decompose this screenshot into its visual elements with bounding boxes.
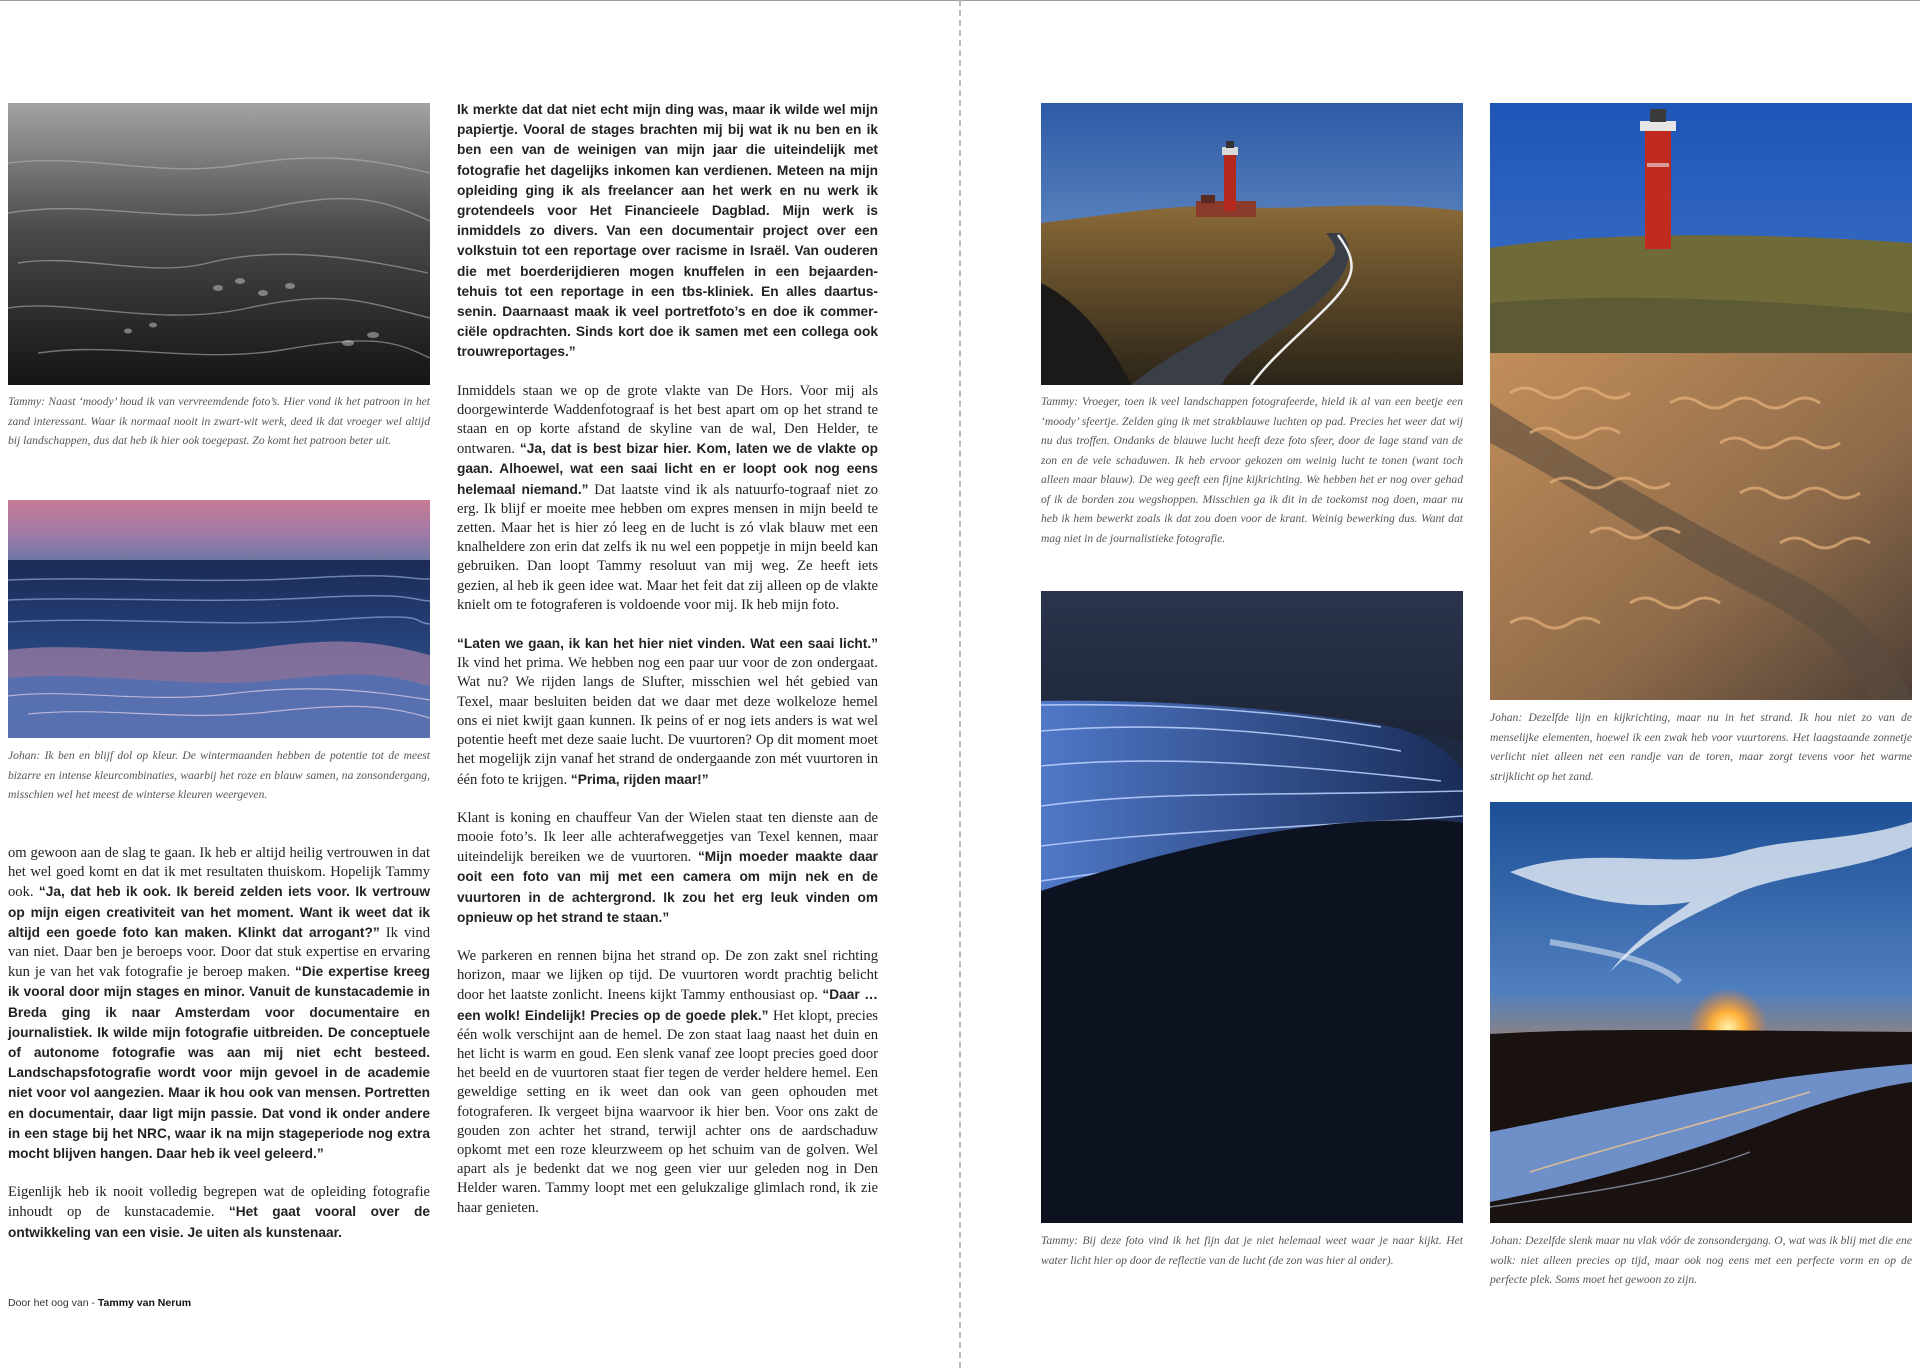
body-text: Klant is koning en chauffeur Van der Wielen staat ten dienste aan de mooie foto’s. Ik leer alle achterafweggetjes van Texel kennen, maar uiteindelijk bereiken we de vuurtoren.	[457, 809, 878, 866]
body-text: Ik vind van niet. Daar ben je beroeps voor. Door dat stuk expertise en ervaring kun je van het vak fotografie je beroep maken.	[8, 924, 430, 981]
body-text: Het klopt, precies één wolk verschijnt aan de hemel. De zon staat laag naast het duin en het licht is warm en goud. Een slenk vanaf zee loopt precies goed door het beeld en de vuurtoren staat fier tegen de verder heldere hemel. Een geweldige setting en ik weet dan ook van geen ophouden met fotograferen. Ik vergeet bijna waarvoor ik hier ben. Voor ons zakt de gouden zon achter het strand, terwijl achter ons de aardschaduw opkomt met een roze kleurzweem op het schuim van de golven. Wel apart als je bedenkt dat we nog geen vier uur geleden nog in Den Helder waren. Tammy loopt met een gelukzalige glimlach rond, ik zie haar genieten.	[457, 1007, 878, 1216]
photo-sunset-slenk	[1490, 802, 1912, 1223]
caption-winter-sea: Johan: Ik ben en blijf dol op kleur. De wintermaanden hebben de potentie tot de meest bizarre en intense kleurcombinaties, waarbij het roze en blauw samen, na zonsondergang, misschien wel het meest de winterse kleuren weergeven.	[8, 749, 430, 801]
paragraph	[457, 634, 878, 790]
quote-text: “Ja, dat is best bizar hier. Kom, laten we de vlakte op gaan. Alhoewel, wat een saai licht en er loopt ook nog eens helemaal niemand.”	[457, 441, 878, 497]
paragraph	[457, 100, 878, 363]
photo-credit	[8, 1297, 191, 1309]
paragraph	[8, 844, 430, 1164]
photo-lighthouse-road	[1041, 103, 1463, 385]
body-text: We parkeren en rennen bijna het strand op. De zon zakt snel richting horizon, maar we lijken op tijd. De vuurtoren wordt prachtig belicht door het laatste zonlicht. Ineens kijkt Tammy enthousiast op.	[457, 947, 878, 1004]
caption-lighthouse-beach: Johan: Dezelfde lijn en kijkrichting, maar nu in het strand. Ik hou niet zo van de menselijke elementen, hoewel ik een zwak heb voor vuurtorens. Het laagstaande zonnetje verlicht niet alleen net een randje van de toren, maar zorgt tevens voor het warme strijklicht op het zand.	[1490, 711, 1912, 783]
quote-text: “Daar … een wolk! Eindelijk! Precies op de goede plek.”	[457, 987, 878, 1023]
quote-text: “Die expertise kreeg ik vooral door mijn stages en minor. Vanuit de kunstacademie in Breda ging ik naar Amsterdam voor documentaire en journalistiek. Ik wilde mijn fotografie uitbreiden. De conceptuele of autonome fotografie was aan mij niet echt besteed. Landschapsfotografie wordt voor mijn gevoel in de academie niet voor vol aangezien. Maar ik hou ook van mensen. Portretten en documentair, daar ligt mijn passie. Dat vond ik onder andere in een stage bij het NRC, waar ik na mijn stageperiode nog extra mocht blijven hangen. Daar heb ik veel geleerd.”	[8, 964, 430, 1162]
quote-text: Ik merkte dat dat niet echt mijn ding was, maar ik wilde wel mijn papiertje. Vooral de stages brachten mij bij wat ik nu ben en ik ben een van de weinigen van mijn jaar die uiteindelijk met fotografie het dagelijks inkomen kan verdienen. Meteen na mijn opleiding ging ik als freelancer aan het werk en nu werk ik grotendeels voor Het Financieele Dagblad. Mijn werk is inmiddels zo divers. Van een documentair project over een volkstuin tot een reportage over racisme in Israël. Van ouderen die met boerderijdieren mogen knuffelen in een bejaarden-tehuis tot een reportage in een tbs-kliniek. En alles daartus-senin. Daarnaast maak ik veel portretfoto’s en doe ik commer-ciële opdrachten. Sinds kort doe ik samen met een collega ook trouwreportages.”	[457, 102, 878, 360]
photo-sand-pattern-bw	[8, 103, 430, 385]
body-text: om gewoon aan de slag te gaan. Ik heb er altijd heilig vertrouwen in dat het wel goed komt en dat ik met resultaten thuiskom. Hopelijk Tammy ook.	[8, 845, 430, 901]
photo-dark-water-blue	[1041, 591, 1463, 1223]
page-fold-divider	[959, 0, 961, 1368]
text-column-2	[457, 100, 878, 1218]
quote-text: “Ja, dat heb ik ook. Ik bereid zelden iets voor. Ik vertrouw op mijn eigen creativiteit van het moment. Want ik weet dat ik altijd een goede foto kan maken. Klinkt dat arrogant?”	[8, 884, 431, 940]
paragraph	[457, 947, 878, 1218]
quote-text: “Laten we gaan, ik kan het hier niet vinden. Wat een saai licht.”	[457, 636, 878, 652]
text-column-1	[8, 844, 430, 1243]
paragraph	[457, 382, 878, 615]
quote-text: “Prima, rijden maar!”	[570, 771, 709, 787]
credit-prefix: Door het oog van -	[8, 1297, 98, 1309]
caption-sunset-slenk: Johan: Dezelfde slenk maar nu vlak vóór de zonsondergang. O, wat was ik blij met die ene wolk: niet alleen precies op tijd, maar ook nog eens met een perfecte vorm en op de perfecte plek. Soms moet het gewoon zo zijn.	[1490, 1234, 1912, 1286]
caption-sand-pattern: Tammy: Naast ‘moody’ houd ik van vervreemdende foto’s. Hier vond ik het patroon in het zand interessant. Waar ik normaal nooit in zwart-wit werk, deed ik dat vroeger wel altijd bij landschappen, dus dat heb ik hier ook toegepast. Zo komt het patroon beter uit.	[8, 395, 430, 447]
paragraph	[8, 1183, 430, 1243]
caption-lighthouse-road: Tammy: Vroeger, toen ik veel landschappen fotografeerde, hield ik al van een beetje een ‘moody’ sfeertje. Zelden ging ik met strakblauwe luchten op pad. Precies het weer dat wij nu dus troffen. Ondanks de blauwe lucht heeft deze foto sfeer, door de lage stand van de zon en de vele schaduwen. Ik heb ervoor gekozen om weinig lucht te tonen (want toch alleen maar blauw). De weg geeft een fijne kijkrichting. We hebben het er nog over gehad of ik de borden zou wegshoppen. Misschien ga ik dit in de toekomst nog doen, maar nu heb ik hem bewerkt zoals ik dat zou doen voor de krant. Weinig bewerking dus. Want dat mag niet in de journalistieke fotografie.	[1041, 395, 1463, 545]
photo-winter-sea-pink-blue	[8, 500, 430, 738]
body-text: Inmiddels staan we op de grote vlakte van De Hors. Voor mij als doorgewinterde Waddenfotograaf is het best apart om op het strand te staan en op korte afstand de skyline van de wal, Den Helder, te ontwaren.	[457, 382, 878, 458]
photo-lighthouse-beach	[1490, 103, 1912, 700]
credit-name: Tammy van Nerum	[97, 1297, 192, 1309]
body-text: Eigenlijk heb ik nooit volledig begrepen wat de opleiding fotografie inhoudt op de kunstacademie.	[8, 1184, 430, 1221]
body-text: Ik vind het prima. We hebben nog een paar uur voor de zon ondergaat. Wat nu? We rijden langs de Slufter, misschien wel hét gebied van Texel, maar besluiten beiden dat we daar met deze wolkeloze hemel ons ei niet kwijt gaan kunnen. Ik peins of er nog iets anders is wat wel potentie heeft met deze saaie lucht. De vuurtoren? Op dit moment moet het mogelijk zijn vanaf het strand de ondergaande zon mét vuurtoren in één foto te krijgen.	[457, 655, 878, 788]
body-text: Dat laatste vind ik als natuurfo-tograaf niet zo erg. Ik blijf er moeite mee hebben om expres mensen in mijn beeld te zetten. Maar het is hier zó leeg en de lucht is zó vlak blauw met een knalheldere zon erin dat zelfs ik nu wel een poppetje in mijn beeld kan gebruiken. Dan loopt Tammy resoluut van mij weg. Ze heeft iets gezien, al heb ik geen idee wat. Maar het feit dat zij alleen op de vlakte knielt om te fotograferen is voldoende voor mij. Ik heb mijn foto.	[457, 481, 878, 613]
paragraph	[457, 809, 878, 928]
quote-text: “Het gaat vooral over de ontwikkeling van een visie. Je uiten als kunstenaar.	[8, 1204, 431, 1240]
quote-text: “Mijn moeder maakte daar ooit een foto van mij met een camera om mijn nek en de vuurtoren in de achtergrond. Ik zou het erg leuk vinden om opnieuw op het strand te staan.”	[457, 849, 879, 925]
caption-dark-water: Tammy: Bij deze foto vind ik het fijn dat je niet helemaal weet waar je naar kijkt. Het water licht hier op door de reflectie van de lucht (de zon was hier al onder).	[1041, 1234, 1463, 1267]
